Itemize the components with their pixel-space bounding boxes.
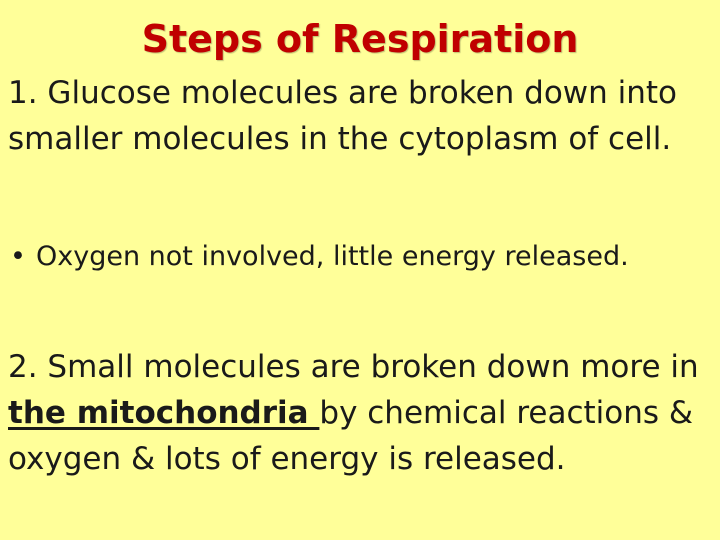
step-2-text-after: by chemical reactions & oxygen & lots of energy is released. <box>8 395 694 477</box>
step-2-text-before: 2. Small molecules are broken down more in <box>8 349 699 385</box>
bullet-text: Oxygen not involved, little energy released. <box>36 241 629 272</box>
step-2-text <box>8 344 718 482</box>
step-2-emphasis: the mitochondria <box>8 395 320 431</box>
bullet-marker: • <box>10 241 26 272</box>
step-1-text: 1. Glucose molecules are broken down into smaller molecules in the cytoplasm of cell. <box>8 75 678 157</box>
bullet-point <box>10 238 700 276</box>
slide-title: Steps of Respiration <box>141 17 579 61</box>
